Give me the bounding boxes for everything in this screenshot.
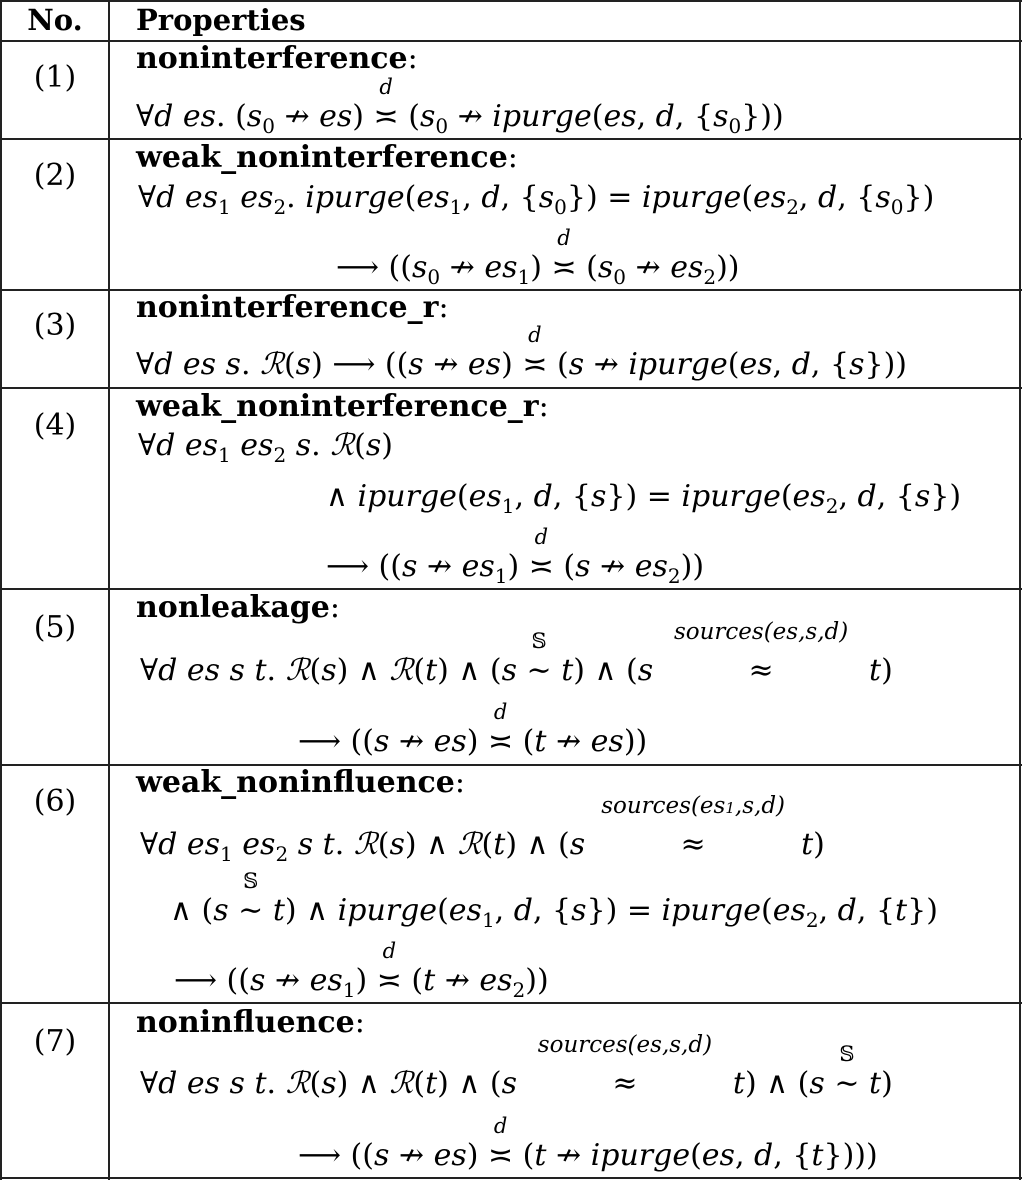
formula-line: ∀d es s t. ℛ(s) ∧ ℛ(t) ∧ (s 𝕊 ∼ t) ∧ (s sources(es,s,d) ≈ t) (140, 619, 893, 688)
formula-line: ⟶ ((s ↛ $es_1$) d ≍ (s ↛ $es_2$)) (326, 525, 705, 588)
formula-line: ∀d $es_1$ $es_2$ s. ℛ(s) (138, 428, 393, 467)
table-border-right (1019, 0, 1021, 1180)
row-number: (4) (33, 408, 77, 443)
header-no: No. (27, 3, 83, 37)
property-name: weak_noninterference: (136, 140, 518, 175)
property-name: noninfluence: (136, 1005, 365, 1040)
property-name: weak_noninterference_r: (136, 389, 549, 424)
row-number: (3) (33, 308, 77, 343)
formula-line: ∀d es s. ℛ(s) ⟶ ((s ↛ es) d ≍ (s ↛ ipurge(es, d, {s})) (136, 323, 907, 382)
row-number: (2) (33, 158, 77, 193)
header-properties: Properties (136, 3, 306, 37)
formula-line: ∧ (s 𝕊 ∼ t) ∧ $ipurge(es_1$, d, $\{s\}) = ipurge(es_2$, d, {t}) (170, 869, 938, 932)
row-number: (7) (33, 1024, 77, 1059)
formula-line: ∀d es. ($s_0$ ↛ es) d ≍ ($s_0$ ↛ ipurge(es, d, $\{s_0\}$)) (136, 75, 784, 138)
property-name: noninterference: (136, 41, 418, 76)
property-name: nonleakage: (136, 590, 340, 625)
formula-line: ⟶ ((s ↛ es) d ≍ (t ↛ es)) (298, 700, 648, 759)
formula-line: ∀d $es_1$ $es_2$. $ipurge(es_1$, d, $\{s_0\}$) = $ipurge(es_2$, d, $\{s_0\}$) (138, 180, 935, 219)
formula-line: ∀d es s t. ℛ(s) ∧ ℛ(t) ∧ (s sources(es,s,d) ≈ t) ∧ (s 𝕊 ∼ t) (140, 1032, 893, 1101)
formula-line: ∧ $ipurge(es_1$, d, $\{s\}) = ipurge(es_2$, d, {s}) (326, 479, 962, 518)
property-name: weak_noninfluence: (136, 765, 465, 800)
formula-line: ⟶ (($s_0$ ↛ $es_1$) d ≍ ($s_0$ ↛ $es_2$)) (336, 226, 740, 289)
formula-line: ∀d $es_1$ $es_2$ s t. ℛ(s) ∧ ℛ(t) ∧ (s sources(es1,s,d) ≈ t) (140, 793, 825, 866)
property-name: noninterference_r: (136, 290, 449, 325)
row-number: (6) (33, 784, 77, 819)
row-number: (5) (33, 610, 77, 645)
formula-line: ⟶ ((s ↛ $es_1$) d ≍ (t ↛ $es_2$)) (174, 939, 549, 1002)
table-border-bottom (0, 1177, 1022, 1179)
row-number: (1) (33, 60, 77, 95)
formula-line: ⟶ ((s ↛ es) d ≍ (t ↛ ipurge(es, d, {t}))) (298, 1114, 878, 1173)
